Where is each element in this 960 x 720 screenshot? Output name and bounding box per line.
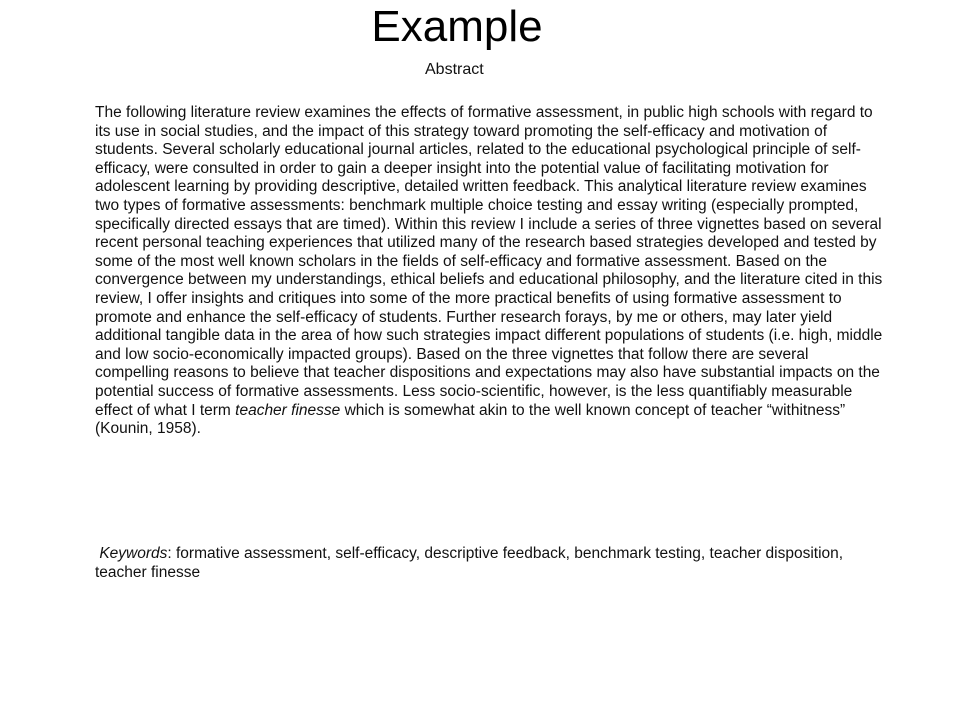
- abstract-body: [95, 104, 885, 439]
- abstract-text-part2: which is somewhat akin to the well known concept of teacher “withitness” (Kounin, 1958).: [95, 401, 846, 438]
- abstract-text-part1: The following literature review examines the effects of formative assessment, in public high schools with regard to its use in social studies, and the impact of this strategy toward promoting the self-efficacy and motivation of students. Several scholarly educational journal articles, related to the educational psychological principle of self-efficacy, were consulted in order to gain a deeper insight into the potential value of facilitating motivation for adolescent learning by providing descriptive, detailed written feedback. This analytical literature review examines two types of formative assessments: benchmark multiple choice testing and essay writing (especially prompted, specifically directed essays that are timed). Within this review I include a series of three vignettes based on several recent personal teaching experiences that utilized many of the research based strategies developed and tested by some of the most well known scholars in the fields of self-efficacy and formative assessment. Based on the convergence between my understandings, ethical beliefs and educational philosophy, and the literature cited in this review, I offer insights and critiques into some of the more practical benefits of using formative assessment to promote and enhance the self-efficacy of students. Further research forays, by me or others, may later yield additional tangible data in the area of how such strategies impact different populations of students (i.e. high, middle and low socio-economically impacted groups). Based on the three vignettes that follow there are several compelling reasons to believe that teacher dispositions and expectations may also have substantial impacts on the potential success of formative assessments. Less socio-scientific, however, is the less quantifiably measurable effect of what I term: [95, 104, 883, 419]
- keywords-text: : formative assessment, self-efficacy, descriptive feedback, benchmark testing, teacher disposition, teacher finesse: [95, 545, 844, 581]
- page-title: Example: [371, 2, 543, 51]
- keywords-label: Keywords: [99, 545, 168, 562]
- abstract-heading: Abstract: [425, 61, 484, 78]
- abstract-emphasis: teacher finesse: [235, 401, 341, 419]
- keywords-paragraph: [95, 545, 885, 582]
